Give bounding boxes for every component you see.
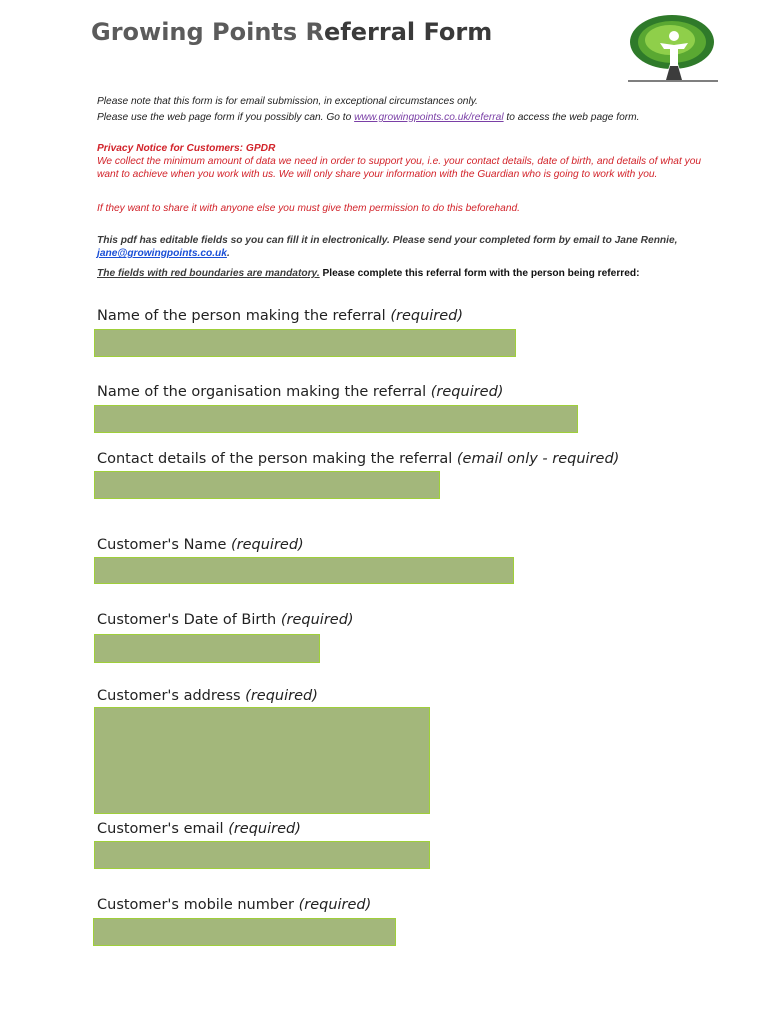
referral-web-link[interactable]: www.growingpoints.co.uk/referral [354, 112, 504, 123]
mandatory-fields-text: The fields with red boundaries are mandatory. [97, 268, 320, 279]
customer-name-input[interactable] [94, 557, 514, 584]
title-part2: eferral Form [324, 18, 493, 46]
referrer-contact-label [97, 451, 619, 467]
page-title [91, 18, 492, 46]
privacy-heading: Privacy Notice for Customers: GPDR [97, 143, 276, 154]
customer-dob-label [97, 612, 354, 628]
pdf-instructions-text: This pdf has editable fields so you can fill it in electronically. Please send your completed form by email to Jane Rennie, [97, 235, 678, 246]
field-hint: (required) [298, 897, 372, 913]
referrer-name-label [97, 308, 463, 324]
web-form-note [97, 111, 737, 124]
field-hint: (required) [228, 821, 301, 837]
field-hint: (required) [390, 308, 464, 324]
field-label-text: Customer's mobile number [97, 897, 299, 913]
referrer-email-input[interactable] [94, 471, 440, 499]
web-form-note-text: Please use the web page form if you possibly can. Go to [97, 112, 355, 123]
organisation-name-input[interactable] [94, 405, 578, 433]
field-hint: (email only - required) [456, 451, 620, 467]
privacy-share-note: If they want to share it with anyone else you must give them permission to do this beforehand. [97, 203, 521, 214]
field-label-text: Customer's email [97, 821, 229, 837]
organisation-name-label [97, 384, 503, 400]
field-label-text: Customer's Date of Birth [97, 612, 281, 628]
customer-address-input[interactable] [94, 707, 430, 814]
field-label-text: Contact details of the person making the referral [97, 451, 457, 467]
field-hint: (required) [280, 612, 354, 628]
customer-email-input[interactable] [94, 841, 430, 869]
jane-email-link[interactable]: jane@growingpoints.co.uk [97, 248, 227, 259]
pdf-instructions [97, 234, 697, 260]
field-label-text: Customer's Name [97, 537, 231, 553]
title-part1: Growing Points R [91, 18, 325, 46]
customer-address-label [97, 688, 318, 704]
customer-mobile-label [97, 897, 371, 913]
mandatory-note [97, 267, 737, 280]
field-label-text: Customer's address [97, 688, 246, 704]
pdf-instructions-end: . [226, 248, 230, 259]
complete-form-text: Please complete this referral form with the person being referred: [319, 268, 640, 279]
web-form-note-end: to access the web page form. [503, 112, 640, 123]
customer-dob-input[interactable] [94, 634, 320, 663]
field-hint: (required) [430, 384, 504, 400]
customer-mobile-input[interactable] [93, 918, 396, 946]
field-hint: (required) [245, 688, 318, 704]
email-submission-note: Please note that this form is for email submission, in exceptional circumstances only. [97, 96, 478, 107]
privacy-body: We collect the minimum amount of data we need in order to support you, i.e. your contact details, date of birth, and details of what you want to achieve when you work with us. We will only share your information with the Guardian who is going to work with you. [97, 156, 702, 180]
customer-email-label [97, 821, 301, 837]
field-label-text: Name of the organisation making the referral [97, 384, 431, 400]
referrer-name-input[interactable] [94, 329, 516, 357]
field-hint: (required) [230, 537, 304, 553]
field-label-text: Name of the person making the referral [97, 308, 391, 324]
growing-points-tree-logo [626, 14, 720, 84]
customer-name-label [97, 537, 304, 553]
